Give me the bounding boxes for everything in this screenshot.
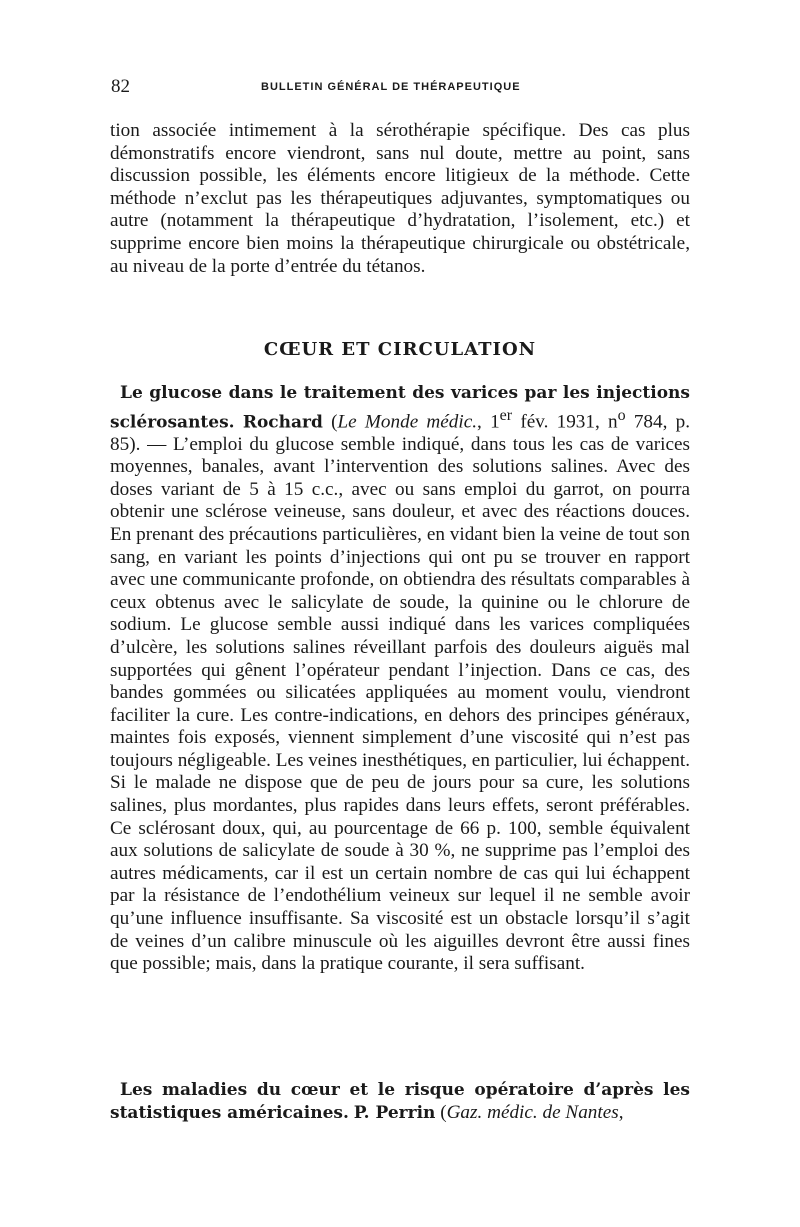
article-title: Les maladies du cœur et le risque opératoire d’après les statistiques américaines. bbox=[110, 1080, 690, 1123]
section-heading: CŒUR ET CIRCULATION bbox=[263, 339, 537, 360]
citation-number: fév. 1931, n bbox=[512, 410, 618, 432]
citation-date: , 1 bbox=[477, 410, 500, 432]
citation-page: 784, p. 85). bbox=[110, 410, 691, 455]
citation-open: ( bbox=[440, 1101, 447, 1123]
article-glucose-varices bbox=[110, 382, 690, 976]
journal-name: Le Monde médic. bbox=[337, 410, 478, 432]
article-title: Le glucose dans le traitement des varices par les injections sclérosantes. bbox=[110, 383, 690, 432]
citation-superscript: er bbox=[499, 406, 513, 424]
article-author: Rochard bbox=[242, 411, 323, 432]
article-author: P. Perrin bbox=[353, 1102, 436, 1123]
page-header bbox=[111, 76, 689, 98]
citation-end: , bbox=[618, 1101, 624, 1123]
page-number: 82 bbox=[111, 76, 130, 97]
article-body: — L’emploi du glucose semble indiqué, dans tous les cas de varices moyennes, banales, avant l’intervention des solutions salines. Avec des doses variant de 5 à 15 c.c., avec ou sans emploi du garrot, on pourra obtenir une sclérose veineuse, sans douleur, et avec des réactions douces. En prenant des précautions particulières, en vidant bien la veine de tout son sang, en variant les points d’injections qui ont pu se trouver en rapport avec une communicante profonde, on obtiendra des résultats comparables à ceux obtenus avec le salicylate de soude, la quinine ou le chlorure de sodium. Le glucose semble aussi indiqué dans les varices compliquées d’ulcère, les solutions salines réveillant parfois des douleurs aiguës mal supportées qui gênent l’opérateur pendant l’injection. Dans ce cas, des bandes gommées ou silicatées appliquées au moment voulu, viendront faciliter la cure. Les contre-indications, en dehors des principes généraux, maintes fois exposés, viennent simplement d’une viscosité qui n’est pas toujours négligeable. Les veines inesthétiques, en particulier, lui échappent. Si le malade ne dispose que de peu de jours pour sa cure, les solutions salines, plus mordantes, plus rapides dans leurs effets, seront préférables. Ce sclérosant doux, qui, au pourcentage de 66 p. 100, semble équivalent aux solutions de salicylate de soude à 30 %, ne supprime pas l’emploi des autres médicaments, car il est un certain nombre de cas qui lui échappent par la résistance de l’endothélium veineux sur lequel il ne semble avoir qu’une influence insuffisante. Sa viscosité est un obstacle lorsqu’il s’agit de veines d’un calibre minuscule où les aiguilles devront être aussi fines que possible; mais, dans la pratique courante, il sera suffisant. bbox=[110, 433, 690, 975]
citation-superscript-2: o bbox=[617, 406, 626, 424]
running-title: BULLETIN GÉNÉRAL DE THÉRAPEUTIQUE bbox=[261, 81, 521, 93]
article-heart-disease bbox=[110, 1079, 690, 1124]
citation-open: ( bbox=[331, 410, 338, 432]
journal-name: Gaz. médic. de Nantes bbox=[446, 1101, 619, 1123]
paragraph-continuation: tion associée intimement à la sérothérapie spécifique. Des cas plus démonstratifs encore viendront, sans nul doute, mettre au point, sans discussion possible, les éléments encore litigieux de la méthode. Cette méthode n’exclut pas les thérapeutiques adjuvantes, symptomatiques ou autre (notamment la thérapeutique d’hydratation, l’isolement, etc.) et supprime encore bien moins la thérapeutique chirurgicale ou obstétricale, au niveau de la porte d’entrée du tétanos. bbox=[110, 120, 690, 277]
